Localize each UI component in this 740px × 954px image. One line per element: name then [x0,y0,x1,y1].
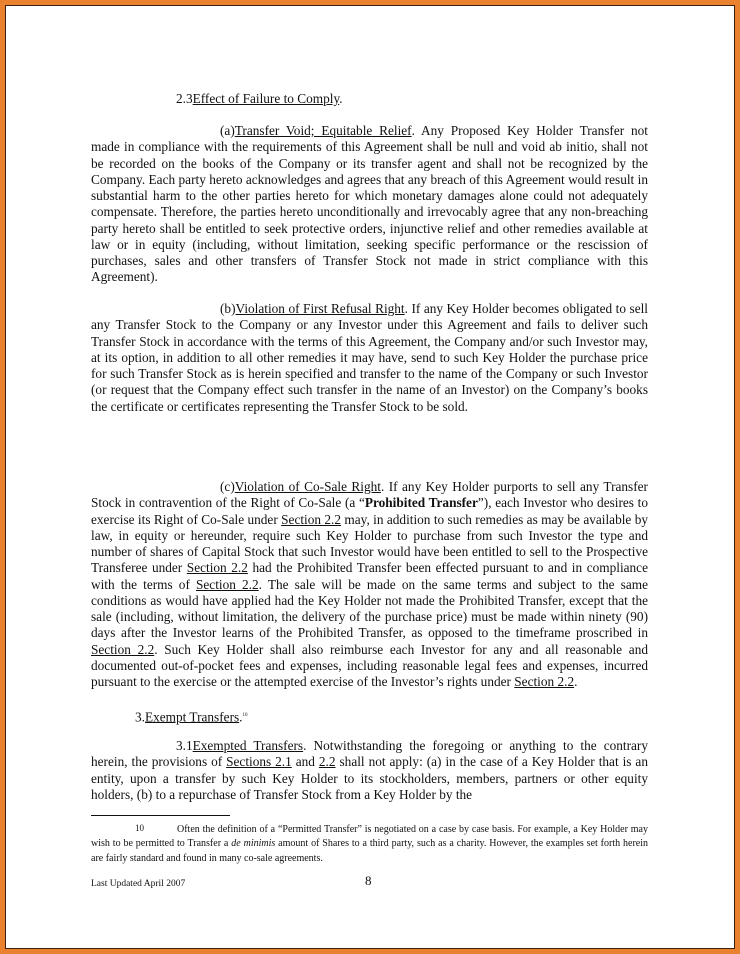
para-text: . Notwithstanding the foregoing or anything to the contrary herein, the provisions of [91,738,649,770]
section-reference: Section 2.2 [281,511,342,527]
footnote-separator [91,815,230,816]
footnote-italic: de minimis [231,838,276,850]
paragraph-b [91,301,648,415]
section-reference: Section 2.2 [91,641,155,657]
para-text: . Any Proposed Key Holder Transfer not made in compliance with the requirements of this Agreement shall be null and void ab initio, shall not be recorded on the books of the Company or its transfer agent and shall not be recognized by the Company. Each party hereto acknowledges and agrees that any breach of this Agreement would result in substantial harm to the other parties hereto for which monetary damages alone could not adequately compensate. Therefore, the parties hereto unconditionally and irrevocably agree that any non-breaching party hereto shall be entitled to seek protective orders, injunctive relief and other remedies available at law or in equity (including, without limitation, seeking specific performance or the rescission of purchases, sales and other transfers of Transfer Stock not made in strict compliance with this Agreement). [91,123,648,285]
para-number: 3.1 [176,738,193,753]
section-reference: Sections 2.1 [226,754,292,770]
section-number: 3. [135,709,145,725]
para-title: Violation of Co-Sale Right [234,479,381,494]
para-number: (c) [220,479,235,494]
para-text: may, in addition to such remedies as may be available by law, in equity or hereunder, require such Key Holder to purchase from such Investor the type and number of shares of Capital Stock that such Investor would have been entitled to sell to the Prospective Transferee under [91,511,648,576]
para-number: (b) [220,301,236,316]
footnote-text: Often the definition of a “Permitted Transfer” is negotiated on a case by case basis. For example, a Key Holder may wish to be permitted to Transfer a [91,824,648,850]
footer-updated: Last Updated April 2007 [91,879,186,889]
section-reference: 2.2 [318,754,336,770]
paragraph-3-1 [91,738,648,803]
section-2-3-heading [176,91,343,107]
para-text: . Such Key Holder shall also reimburse each Investor for any and all reasonable and documented out-of-pocket fees and expenses, including reasonable legal fees and expenses, incurred pursuant to the exercise or the attempted exercise of the Investor’s rights under [91,641,648,689]
section-number: 2.3 [176,91,193,106]
defined-term: Prohibited Transfer [364,495,478,511]
punct: . [339,91,343,106]
section-title: Exempt Transfers [144,709,240,725]
section-3-heading [135,708,248,725]
para-title: Transfer Void; Equitable Relief [234,123,412,138]
punct: . [239,709,243,725]
para-text: . If any Key Holder becomes obligated to sell any Transfer Stock to the Company or any Investor under this Agreement and fails to deliver such Transfer Stock in accordance with the terms of this Agreement, the Company and/or such Investor may, at its option, in addition to all other remedies it may have, send to such Key Holder the purchase price for such Transfer Stock as is herein specified and transfer to the name of the Company or such Investor (or request that the Company effect such transfer in the name of an Investor) on the Company’s books the certificate or certificates representing the Transfer Stock to be sold. [91,301,648,414]
para-text: had the Prohibited Transfer been effected pursuant to and in compliance with the terms of [91,560,648,592]
para-text: . [574,674,578,689]
section-reference: Section 2.2 [514,674,575,689]
footnote [91,821,648,866]
page-number: 8 [365,873,372,888]
para-text: . If any Key Holder purports to sell any Transfer Stock in contravention of the Right of Co-Sale (a “ [91,479,648,511]
section-reference: Section 2.2 [186,560,248,576]
paragraph-a [91,123,648,286]
para-text: and [291,754,319,770]
para-text: shall not apply: (a) in the case of a Key Holder that is an entity, upon a transfer by such Key Holder to its stockholders, members, partners or other equity holders, (b) to a repurchase of Transfer Stock from a Key Holder by the [91,754,648,802]
section-title: Effect of Failure to Comply [192,91,340,106]
para-text: ”), each Investor who desires to exercise its Right of Co-Sale under [91,495,649,527]
section-reference: Section 2.2 [196,576,259,592]
footnote-number: 10 [135,823,144,833]
paragraph-c [91,479,648,690]
para-number: (a) [220,123,235,138]
footnote-text: amount of Shares to a third party, such as a charity. However, the examples set forth herein are fairly standard and found in many co-sale agreements. [91,838,649,864]
footnote-reference[interactable]: 10 [242,713,248,718]
para-text: . The sale will be made on the same terms and subject to the same conditions as would have applied had the Key Holder not made the Prohibited Transfer, except that the sale (including, without limitation, the delivery of the purchase price) must be made within ninety (90) days after the Investor learns of the Prohibited Transfer, as opposed to the timeframe proscribed in [91,576,648,641]
para-title: Exempted Transfers [192,738,304,753]
para-title: Violation of First Refusal Right [235,301,405,316]
